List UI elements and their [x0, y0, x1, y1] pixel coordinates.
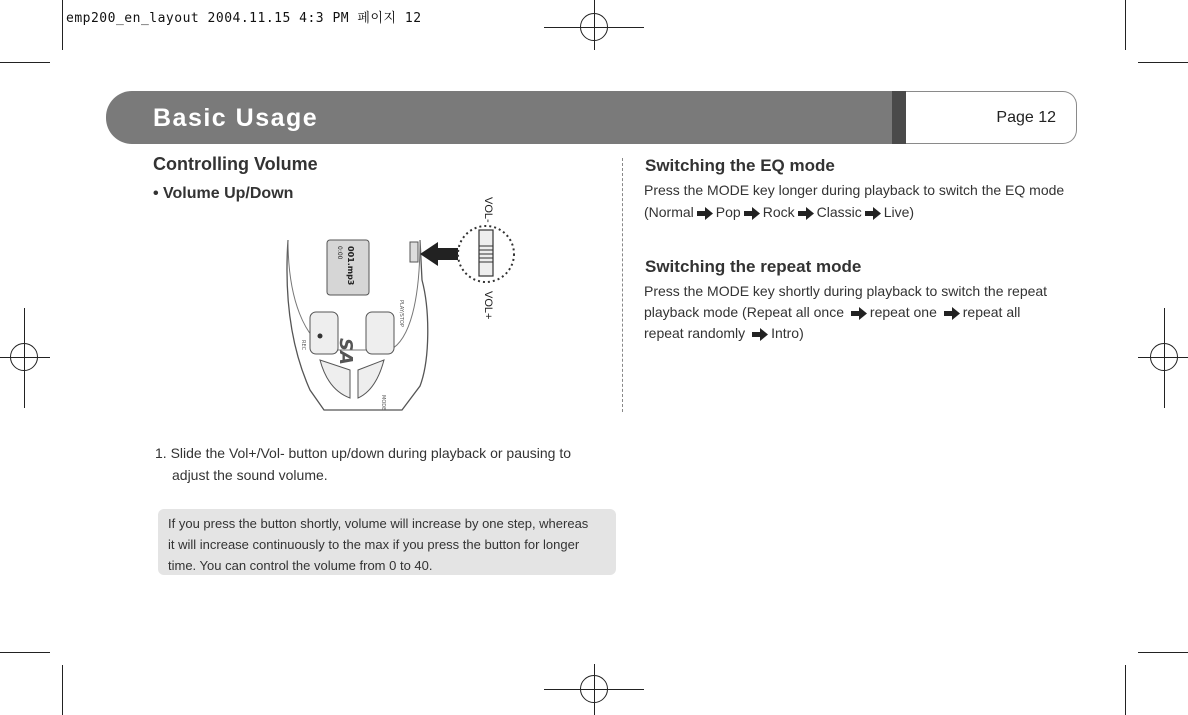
crop-mark-icon	[62, 665, 63, 715]
crop-mark-icon	[1138, 652, 1188, 653]
page-number-box	[906, 91, 1077, 144]
screen-line-1: 001.mp3	[346, 246, 355, 286]
eq-seq-pop: Pop	[715, 204, 741, 220]
repeat-line-2	[644, 301, 1020, 323]
step-1	[155, 442, 571, 464]
brand-logo: SA	[335, 338, 356, 365]
step-line-1: Slide the Vol+/Vol- button up/down during playback or pausing to	[170, 445, 572, 461]
page-header	[106, 91, 1078, 144]
repeat-line-1: Press the MODE key shortly during playback to switch the repeat	[644, 283, 1048, 299]
repeat-one: repeat one	[869, 304, 937, 320]
eq-section-title: Switching the EQ mode	[645, 156, 835, 175]
crop-mark-icon	[1125, 665, 1126, 715]
crop-mark-icon	[62, 0, 63, 50]
rec-side-label: REC	[300, 340, 306, 351]
crop-mark-icon	[0, 62, 50, 63]
header-separator	[892, 91, 906, 144]
page-number: Page 12	[996, 109, 1056, 126]
eq-seq-rock: Rock	[762, 204, 795, 220]
right-arrow-icon	[752, 328, 768, 341]
note-line-2: it will increase continuously to the max if you press the button for longer	[168, 537, 580, 552]
repeat-section-title: Switching the repeat mode	[645, 257, 862, 276]
note-line-1: If you press the button shortly, volume will increase by one step, whereas	[168, 516, 589, 531]
repeat-all-once: playback mode (Repeat all once	[644, 304, 845, 320]
rec-button	[310, 312, 338, 354]
mode-side-label: MODE	[380, 395, 386, 411]
vol-minus-label: VOL-	[482, 197, 494, 223]
vol-plus-label: VOL+	[482, 291, 494, 320]
right-arrow-icon	[865, 207, 881, 220]
mp3-player-illustration	[280, 190, 520, 415]
vol-slider-zoom	[479, 230, 493, 276]
screen-line-2: 0:00	[336, 246, 343, 260]
eq-seq-live: Live)	[883, 204, 915, 220]
column-divider	[622, 158, 623, 412]
note-box	[158, 509, 616, 575]
section-title-controlling-volume: Controlling Volume	[153, 154, 318, 174]
eq-sequence	[644, 201, 914, 223]
subsection-title-volume	[153, 185, 293, 203]
crop-mark-icon	[1138, 62, 1188, 63]
play-stop-side-label: PLAY/STOP	[398, 300, 404, 327]
right-arrow-icon	[744, 207, 760, 220]
repeat-line-3	[644, 322, 804, 344]
right-arrow-icon	[851, 307, 867, 320]
page-title: Basic Usage	[153, 104, 319, 132]
eq-seq-normal: (Normal	[644, 204, 694, 220]
crop-mark-icon	[0, 652, 50, 653]
play-stop-button	[366, 312, 394, 354]
crop-mark-icon	[1125, 0, 1126, 50]
subsection-title-text: Volume Up/Down	[163, 185, 294, 202]
repeat-intro: Intro)	[771, 325, 804, 341]
right-arrow-icon	[697, 207, 713, 220]
header-title-band	[106, 91, 892, 144]
note-line-3: time. You can control the volume from 0 to 40.	[168, 558, 433, 573]
eq-seq-classic: Classic	[816, 204, 862, 220]
repeat-randomly: repeat randomly	[644, 325, 746, 341]
eq-line-1: Press the MODE key longer during playback to switch the EQ mode	[644, 182, 1065, 198]
step-line-2: adjust the sound volume.	[172, 467, 328, 483]
bullet: •	[153, 185, 164, 202]
step-number: 1.	[155, 445, 167, 461]
vol-slider-edge	[410, 242, 418, 262]
repeat-all: repeat all	[962, 304, 1021, 320]
pointer-arrow-icon	[420, 242, 458, 266]
print-slug: emp200_en_layout 2004.11.15 4:3 PM 페이지 12	[66, 11, 422, 26]
right-arrow-icon	[798, 207, 814, 220]
right-arrow-icon	[944, 307, 960, 320]
